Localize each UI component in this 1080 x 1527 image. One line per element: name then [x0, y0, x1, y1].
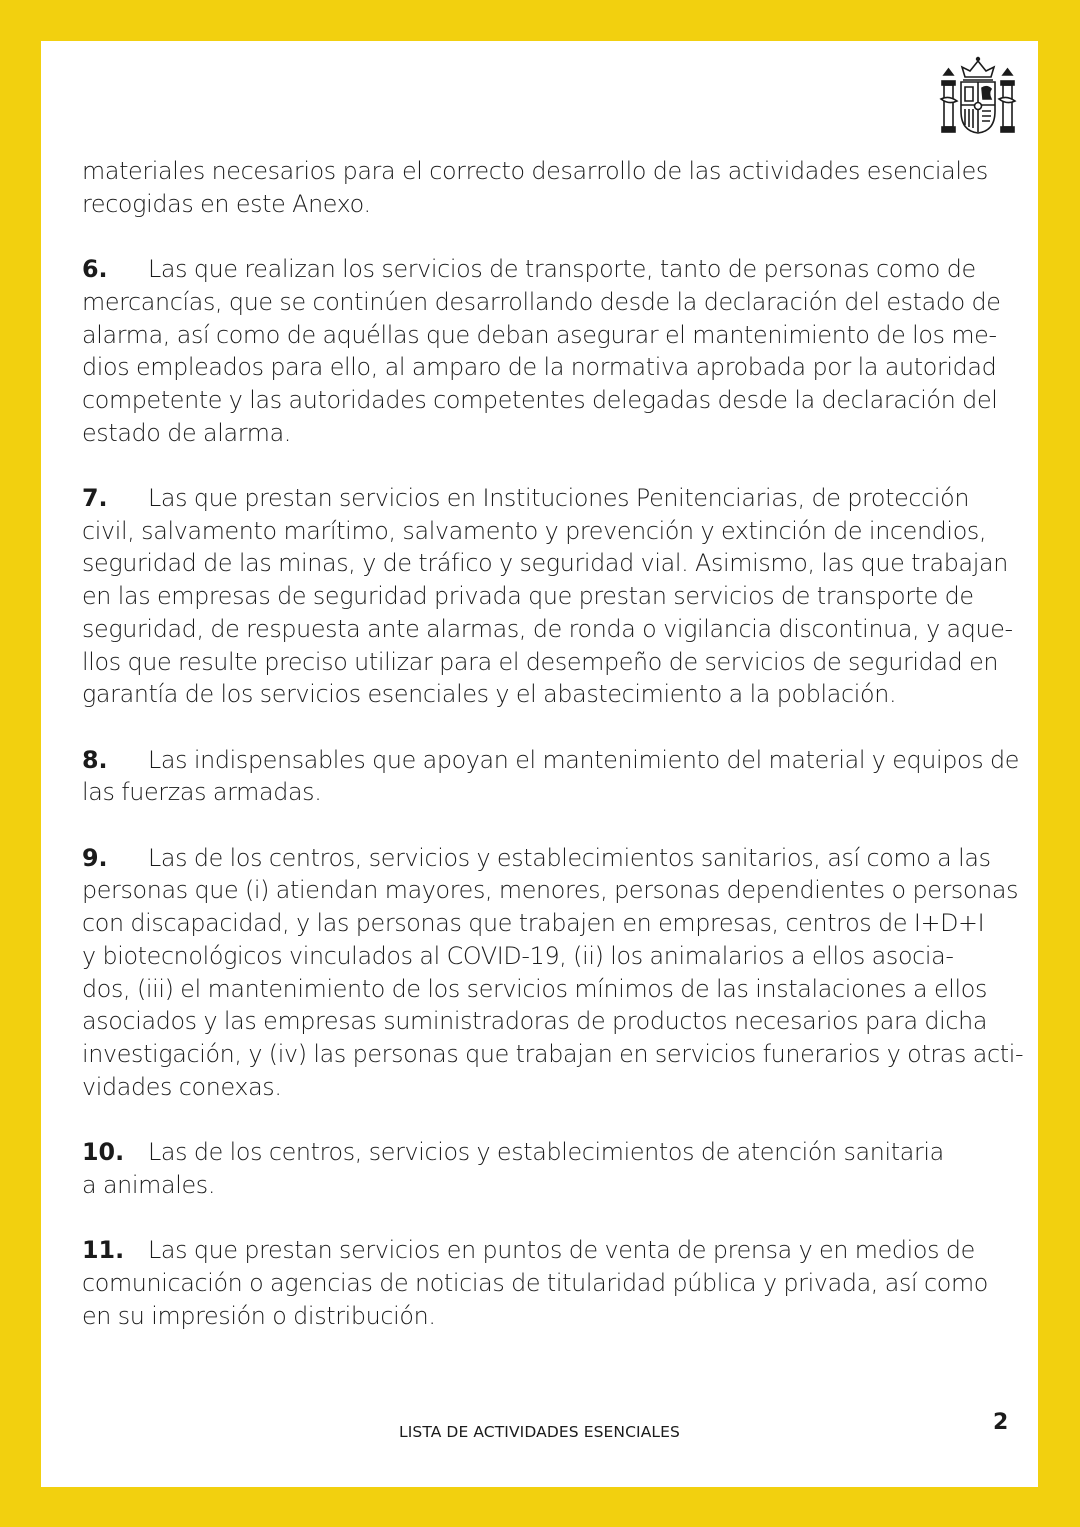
text-line: las fuerzas armadas.: [82, 778, 322, 807]
item-number: 11.: [82, 1236, 125, 1265]
text-line: seguridad de las minas, y de tráfico y seguridad vial. Asimismo, las que trabajan: [82, 549, 1008, 578]
text-line: Las que prestan servicios en Instituciones Penitenciarias, de protección: [148, 484, 970, 512]
text-line: alarma, así como de aquéllas que deban asegurar el mantenimiento de los me-: [82, 320, 997, 349]
text-line: garantía de los servicios esenciales y el abastecimiento a la población.: [82, 680, 897, 709]
item-number: 6.: [82, 255, 108, 284]
text-line: Las de los centros, servicios y establecimientos sanitarios, así como a las: [148, 843, 991, 872]
item-number: 9.: [82, 843, 108, 872]
text-line: Las indispensables que apoyan el mantenimiento del material y equipos de: [148, 745, 1020, 774]
text-line: asociados y las empresas suministradoras de productos necesarios para dicha: [82, 1007, 988, 1036]
item-number: 10.: [82, 1138, 125, 1167]
text-line: Las de los centros, servicios y establecimientos de atención sanitaria: [148, 1138, 944, 1167]
document-body: [82, 155, 1024, 1365]
item-number: 8.: [82, 745, 108, 774]
document-page: [41, 41, 1038, 1487]
text-line: a animales.: [82, 1170, 216, 1199]
text-line: competente y las autoridades competentes delegadas desde la declaración del: [82, 385, 998, 414]
text-line: llos que resulte preciso utilizar para el desempeño de servicios de seguridad en: [82, 647, 999, 676]
page-number: 2: [993, 1410, 1009, 1435]
text-line: civil, salvamento marítimo, salvamento y prevención y extinción de incendios,: [82, 516, 987, 545]
list-item-11: [82, 1234, 1002, 1332]
text-line: en su impresión o distribución.: [82, 1301, 436, 1330]
spain-coat-of-arms-icon: [939, 55, 1017, 139]
intro-paragraph: [82, 155, 1002, 220]
text-line: personas que (i) atiendan mayores, menores, personas dependientes o personas: [82, 876, 1019, 905]
text-line: recogidas en este Anexo.: [82, 189, 371, 218]
text-line: con discapacidad, y las personas que trabajen en empresas, centros de I+D+I: [82, 909, 985, 938]
list-item-10: [82, 1136, 1002, 1201]
item-number: 7.: [82, 484, 108, 512]
text-line: comunicación o agencias de noticias de titularidad pública y privada, así como: [82, 1268, 988, 1297]
text-line: seguridad, de respuesta ante alarmas, de ronda o vigilancia discontinua, y aque-: [82, 614, 1013, 643]
text-line: en las empresas de seguridad privada que prestan servicios de transporte de: [82, 582, 974, 611]
footer-title: LISTA DE ACTIVIDADES ESENCIALES: [398, 1423, 680, 1441]
list-item-6: [82, 253, 1002, 449]
list-item-7: [82, 482, 1013, 711]
text-line: y biotecnológicos vinculados al COVID-19, (ii) los animalarios a ellos asocia-: [82, 941, 954, 970]
text-line: mercancías, que se continúen desarrollando desde la declaración del estado de: [82, 287, 1001, 316]
text-line: vidades conexas.: [82, 1072, 282, 1101]
text-line: dios empleados para ello, al amparo de la normativa aprobada por la autoridad: [82, 353, 997, 382]
list-item-9: [82, 842, 1024, 1104]
list-item-8: [82, 744, 1020, 809]
text-line: Las que realizan los servicios de transporte, tanto de personas como de: [148, 255, 976, 284]
text-line: dos, (iii) el mantenimiento de los servicios mínimos de las instalaciones a ellos: [82, 974, 988, 1003]
text-line: Las que prestan servicios en puntos de venta de prensa y en medios de: [148, 1236, 975, 1265]
text-line: materiales necesarios para el correcto desarrollo de las actividades esenciales: [82, 157, 988, 185]
text-line: investigación, y (iv) las personas que trabajan en servicios funerarios y otras acti-: [82, 1039, 1024, 1068]
text-line: estado de alarma.: [82, 418, 292, 447]
